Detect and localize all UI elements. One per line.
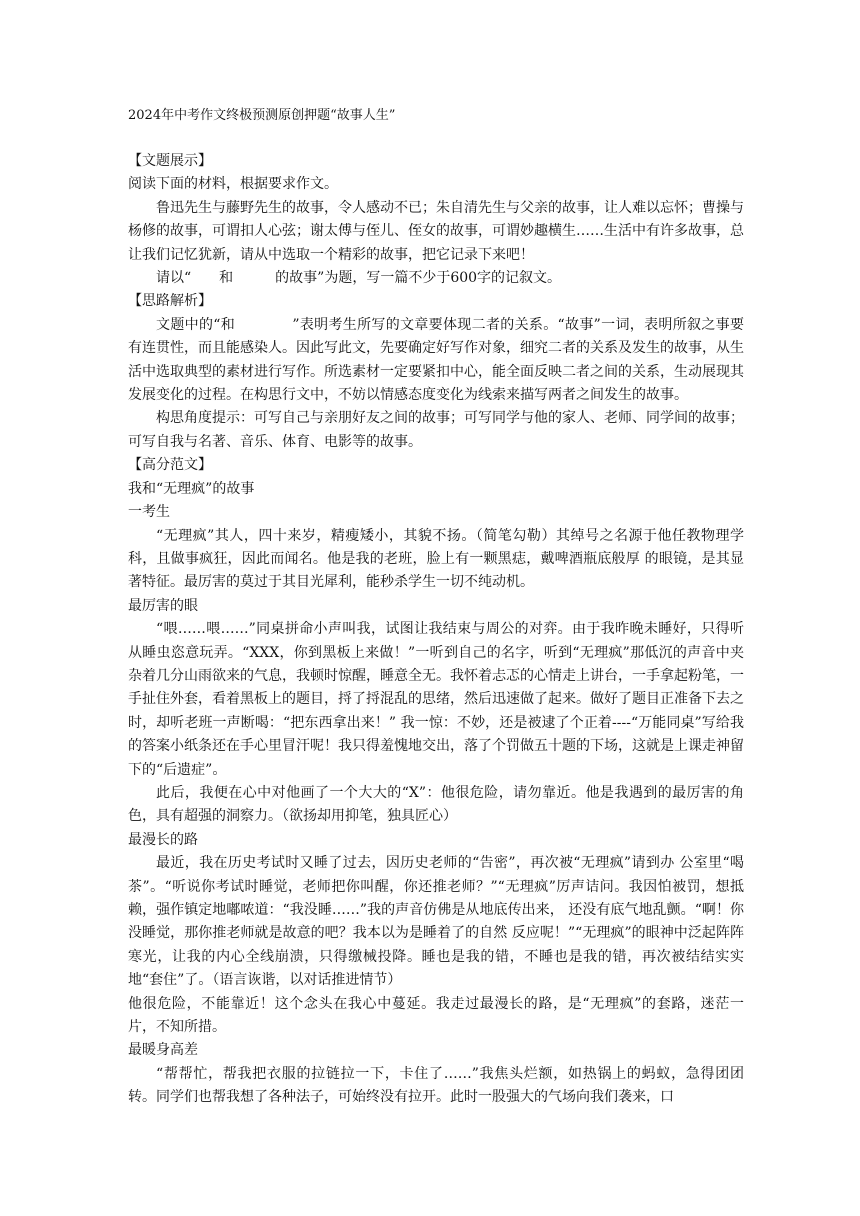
paragraph-material: 鲁迅先生与藤野先生的故事，令人感动不已；朱自清先生与父亲的故事，让人难以忘怀；曹操与杨修的故事，可谓扣人心弦；谢太傅与侄儿、侄女的故事，可谓妙趣横生……生活中有许多故事，总让我们记忆犹新，请从中选取一个精彩的故事，把它记录下来吧！ xyxy=(128,199,744,263)
essay-paragraph: “喂……喂……”同桌拼命小声叫我，试图让我结束与周公的对弈。由于我昨晚未睡好，只得听从睡虫恣意玩弄。“XXX，你到黑板上来做！”一听到自己的名字，听到“无理疯”那低沉的声音中夹杂着几分山雨欲来的气息，我顿时惊醒，睡意全无。我怀着忐忑的心情走上讲台，一手拿起粉笔，一手扯住外套，看着黑板上的题目，捋了捋混乱的思绪，然后迅速做了起来。做好了题目正准备下去之时，却听老班一声断喝：“把东西拿出来！” 我一惊：不妙，还是被逮了个正着----“万能同桌”写给我的答案小纸条还在手心里冒汗呢！我只得羞愧地交出，落了个罚做五十题的下场，这就是上课走神留下的“后遗症”。 xyxy=(128,621,744,778)
essay-title: 我和“无理疯”的故事 xyxy=(128,480,255,497)
essay-paragraph: 他很危险，不能靠近！这个念头在我心中蔓延。我走过最漫长的路，是“无理疯”的套路，迷茫一片，不知所措。 xyxy=(128,995,744,1036)
essay-subheading: 最厉害的眼 xyxy=(128,597,198,614)
paragraph-instruction: 阅读下面的材料，根据要求作文。 xyxy=(128,176,338,193)
section-heading-prompt: 【文题展示】 xyxy=(128,153,212,169)
document-page xyxy=(128,104,744,1110)
paragraph-analysis: 文题中的“和 ”表明考生所写的文章要体现二者的关系。“故事”一词，表明所叙之事要有连贯性，而且能感染人。因此写此文，先要确定好写作对象，细究二者的关系及发生的故事，从生活中选取典型的素材进行写作。所选素材一定要紧扣中心，能全面反映二者之间的关系，生动展现其发展变化的过程。在构思行文中，不妨以情感态度变化为线索来描写两者之间发生的故事。 xyxy=(128,316,744,404)
essay-subheading: 最漫长的路 xyxy=(128,831,198,848)
essay-paragraph: “无理疯”其人，四十来岁，精瘦矮小，其貌不扬。（简笔勾勒）其绰号之名源于他任教物理学科，且做事疯狂，因此而闻名。他是我的老班，脸上有一颗黑痣，戴啤酒瓶底般厚 的眼镜，是其显著特征。最厉害的莫过于其目光犀利，能秒杀学生一切不纯动机。 xyxy=(128,527,744,591)
section-heading-sample: 【高分范文】 xyxy=(128,457,212,474)
spacer xyxy=(128,128,744,150)
essay-author: 一考生 xyxy=(128,504,170,521)
document-title: 2024年中考作文终极预测原创押题“故事人生” xyxy=(128,108,396,123)
essay-paragraph: 最近，我在历史考试时又睡了过去，因历史老师的“告密”，再次被“无理疯”请到办 公室里“喝茶”。“听说你考试时睡觉，老师把你叫醒，你还推老师？”“无理疯”厉声诘问。我因怕被罚，想抵赖，强作镇定地嘟哝道：“我没睡……”我的声音仿佛是从地底传出来， 还没有底气地乱颤。“啊！你没睡觉，那你推老师就是故意的吧？我本以为是睡着了的自然 反应呢！”“无理疯”的眼神中泛起阵阵寒光，让我的内心全线崩溃，只得缴械投降。睡也是我的错，不睡也是我的错，再次被结结实实地“套住”了。（语言诙谐，以对话推进情节） xyxy=(128,855,744,989)
paragraph-requirement: 请以“ 和 的故事”为题，写一篇不少于600字的记叙文。 xyxy=(156,270,562,287)
paragraph-angle-tips: 构思角度提示：可写自己与亲朋好友之间的故事；可写同学与他的家人、老师、同学间的故事；可写自我与名著、音乐、体育、电影等的故事。 xyxy=(128,410,744,450)
essay-paragraph: 此后，我便在心中对他画了一个大大的“X”：他很危险，请勿靠近。他是我遇到的最厉害的角色，具有超强的洞察力。（欲扬却用抑笔，独具匠心） xyxy=(128,784,744,825)
essay-paragraph: “帮帮忙，帮我把衣服的拉链拉一下，卡住了……”我焦头烂额，如热锅上的蚂蚁，急得团团转。同学们也帮我想了各种法子，可始终没有拉开。此时一股强大的气场向我们袭来，口 xyxy=(128,1065,744,1106)
section-heading-analysis: 【思路解析】 xyxy=(128,293,212,310)
essay-subheading: 最暖身高差 xyxy=(128,1042,198,1059)
